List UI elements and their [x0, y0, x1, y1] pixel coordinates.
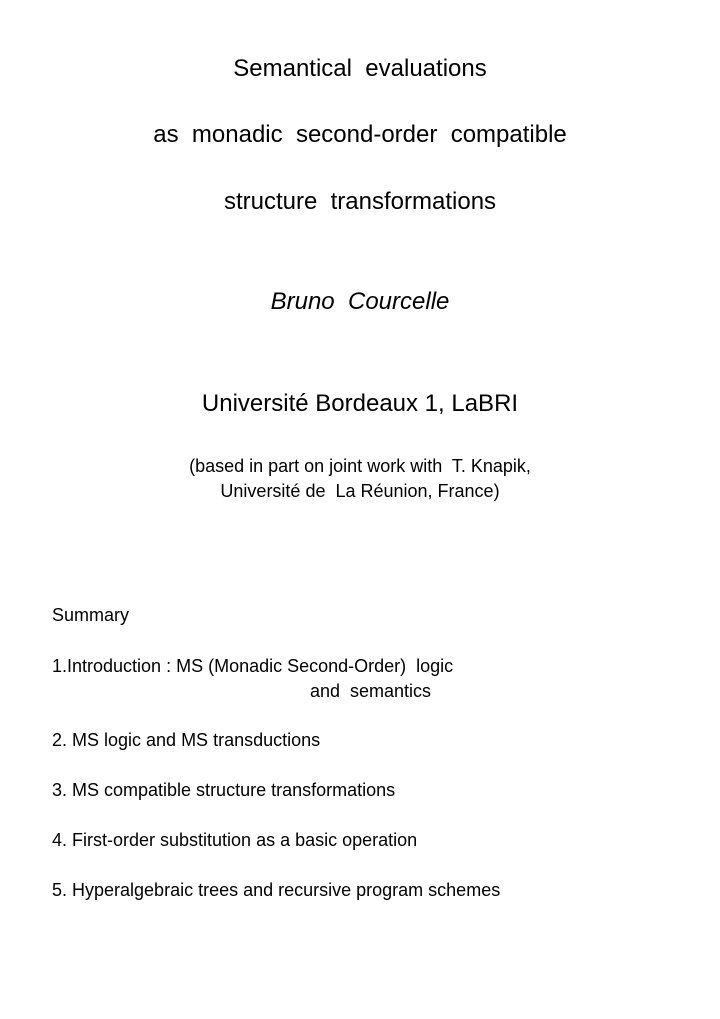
title-line-1: Semantical evaluations [233, 55, 487, 82]
title-line-2: as monadic second-order compatible [153, 121, 567, 148]
summary-item-1: 1.Introduction : MS (Monadic Second-Order) logic [52, 656, 454, 676]
affiliation: Université Bordeaux 1, LaBRI [201, 390, 519, 417]
collaboration-note-line-1: (based in part on joint work with T. Knapik, [189, 456, 531, 476]
author-name: Bruno Courcelle [270, 288, 450, 315]
summary-item-2: 2. MS logic and MS transductions [52, 730, 321, 750]
summary-item-3: 3. MS compatible structure transformations [52, 780, 396, 800]
summary-heading: Summary [52, 605, 130, 625]
summary-item-4: 4. First-order substitution as a basic operation [52, 830, 418, 850]
collaboration-note-line-2: Université de La Réunion, France) [220, 481, 500, 501]
title-line-3: structure transformations [223, 188, 497, 215]
summary-item-5: 5. Hyperalgebraic trees and recursive program schemes [52, 880, 501, 900]
summary-item-1-continuation: and semantics [310, 681, 432, 701]
